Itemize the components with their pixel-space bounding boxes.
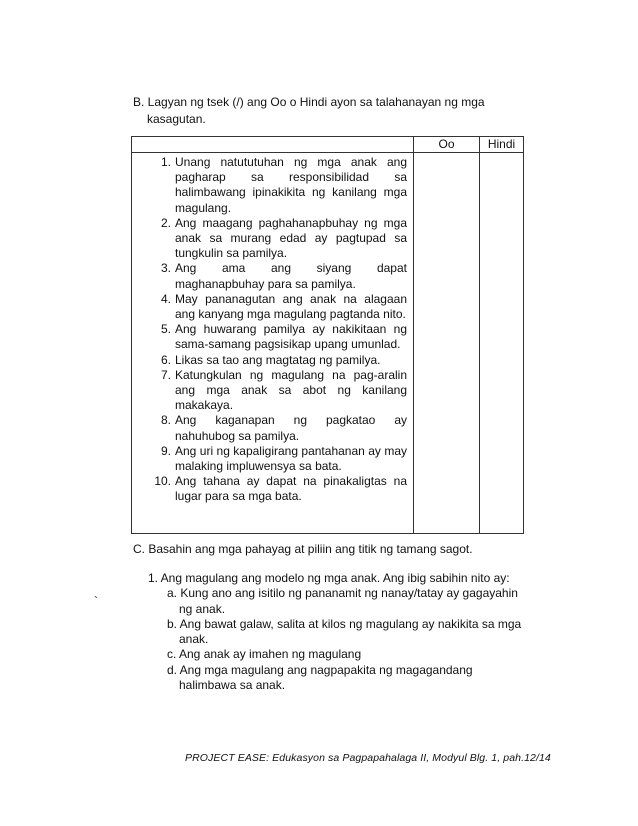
option-a: [167, 586, 553, 617]
statement-item: [160, 413, 407, 443]
section-c: [133, 541, 553, 693]
statement-text: Unang natututuhan ng mga anak ang pagharap sa responsibilidad sa halimbawang ipinakikita ng kanilang mga magulang.: [175, 155, 407, 215]
section-c-title: C. Basahin ang mga pahayag at piliin ang titik ng tamang sagot.: [133, 542, 473, 556]
statement-text: Ang maagang paghahanapbuhay ng mga anak sa murang edad ay pagtupad sa tungkulin sa pamilya.: [175, 215, 407, 261]
option-a-line1: a. Kung ano ang isitilo ng pananamit ng nanay/tatay ay gagayahin: [167, 586, 518, 601]
statement-item: [154, 474, 407, 504]
header-oo: Oo: [414, 137, 480, 153]
statement-item: [160, 367, 407, 414]
stray-mark: `: [94, 594, 98, 608]
statement-text: Ang tahana ay dapat na pinakaligtas na lugar para sa mga bata.: [175, 474, 407, 504]
page-footer: PROJECT EASE: Edukasyon sa Pagpapahalaga II, Modyul Blg. 1, pah.12/14: [185, 752, 551, 764]
statement-text: Ang kaganapan ng pagkatao ay nahuhubog sa pamilya.: [175, 413, 407, 443]
option-c-line1: c. Ang anak ay imahen ng magulang: [167, 647, 362, 662]
statement-item: [160, 215, 407, 262]
hindi-answer-cell[interactable]: [480, 153, 524, 534]
statement-number: 7.: [160, 367, 171, 382]
section-b-instruction-line2: kasagutan.: [147, 112, 206, 126]
section-b-instruction: [133, 94, 513, 128]
statement-number: 4.: [160, 291, 171, 306]
option-c: [167, 647, 553, 662]
statement-text: Ang uri ng kapaligirang pantahanan ay may malaking impluwensya sa bata.: [175, 443, 407, 474]
statement-number: 5.: [160, 322, 171, 337]
statement-number: 2.: [160, 215, 171, 230]
option-d: [167, 663, 553, 694]
header-blank-cell: [132, 137, 414, 153]
statement-list: [132, 153, 413, 519]
statement-item: [160, 291, 407, 322]
question-1: 1. Ang magulang ang modelo ng mga anak. Ang ibig sabihin nito ay:: [148, 571, 510, 585]
statement-item: [160, 155, 407, 216]
statement-number: 8.: [160, 413, 171, 428]
option-b-line2: anak.: [179, 632, 209, 647]
option-d-line2: halimbawa sa anak.: [179, 678, 286, 693]
statement-number: 3.: [160, 261, 171, 276]
oo-answer-cell[interactable]: [414, 153, 480, 534]
statement-item: [160, 261, 407, 291]
statement-number: 10.: [154, 474, 171, 489]
statement-item: [160, 352, 407, 368]
statements-cell: [132, 153, 414, 534]
statement-number: 1.: [160, 155, 171, 169]
option-b-line1: b. Ang bawat galaw, salita at kilos ng magulang ay nakikita sa mga: [167, 616, 522, 631]
option-a-line2: ng anak.: [179, 601, 226, 616]
statement-item: [160, 322, 407, 352]
statement-number: 6.: [160, 352, 171, 367]
statement-text: Likas sa tao ang magtatag ng pamilya.: [175, 352, 381, 367]
section-b-instruction-line1: B. Lagyan ng tsek (/) ang Oo o Hindi ayon sa talahanayan ng mga: [133, 95, 485, 109]
answer-table-header: [132, 137, 524, 153]
header-hindi: Hindi: [480, 137, 524, 153]
statement-text: May pananagutan ang anak na alagaan ang kanyang mga magulang pagtanda nito.: [175, 291, 407, 322]
statement-text: Ang huwarang pamilya ay nakikitaan ng sama-samang pagsisikap upang umunlad.: [175, 322, 407, 352]
statement-number: 9.: [160, 443, 171, 458]
option-d-line1: d. Ang mga magulang ang nagpapakita ng magagandang: [167, 662, 473, 677]
statement-item: [160, 443, 407, 474]
answer-table: [131, 136, 524, 534]
answer-table-body: [132, 153, 524, 534]
statement-text: Ang ama ang siyang dapat maghanapbuhay para sa pamilya.: [175, 261, 407, 291]
statement-text: Katungkulan ng magulang na pag-aralin ang mga anak sa abot ng kanilang makakaya.: [175, 367, 407, 413]
option-b: [167, 617, 553, 648]
